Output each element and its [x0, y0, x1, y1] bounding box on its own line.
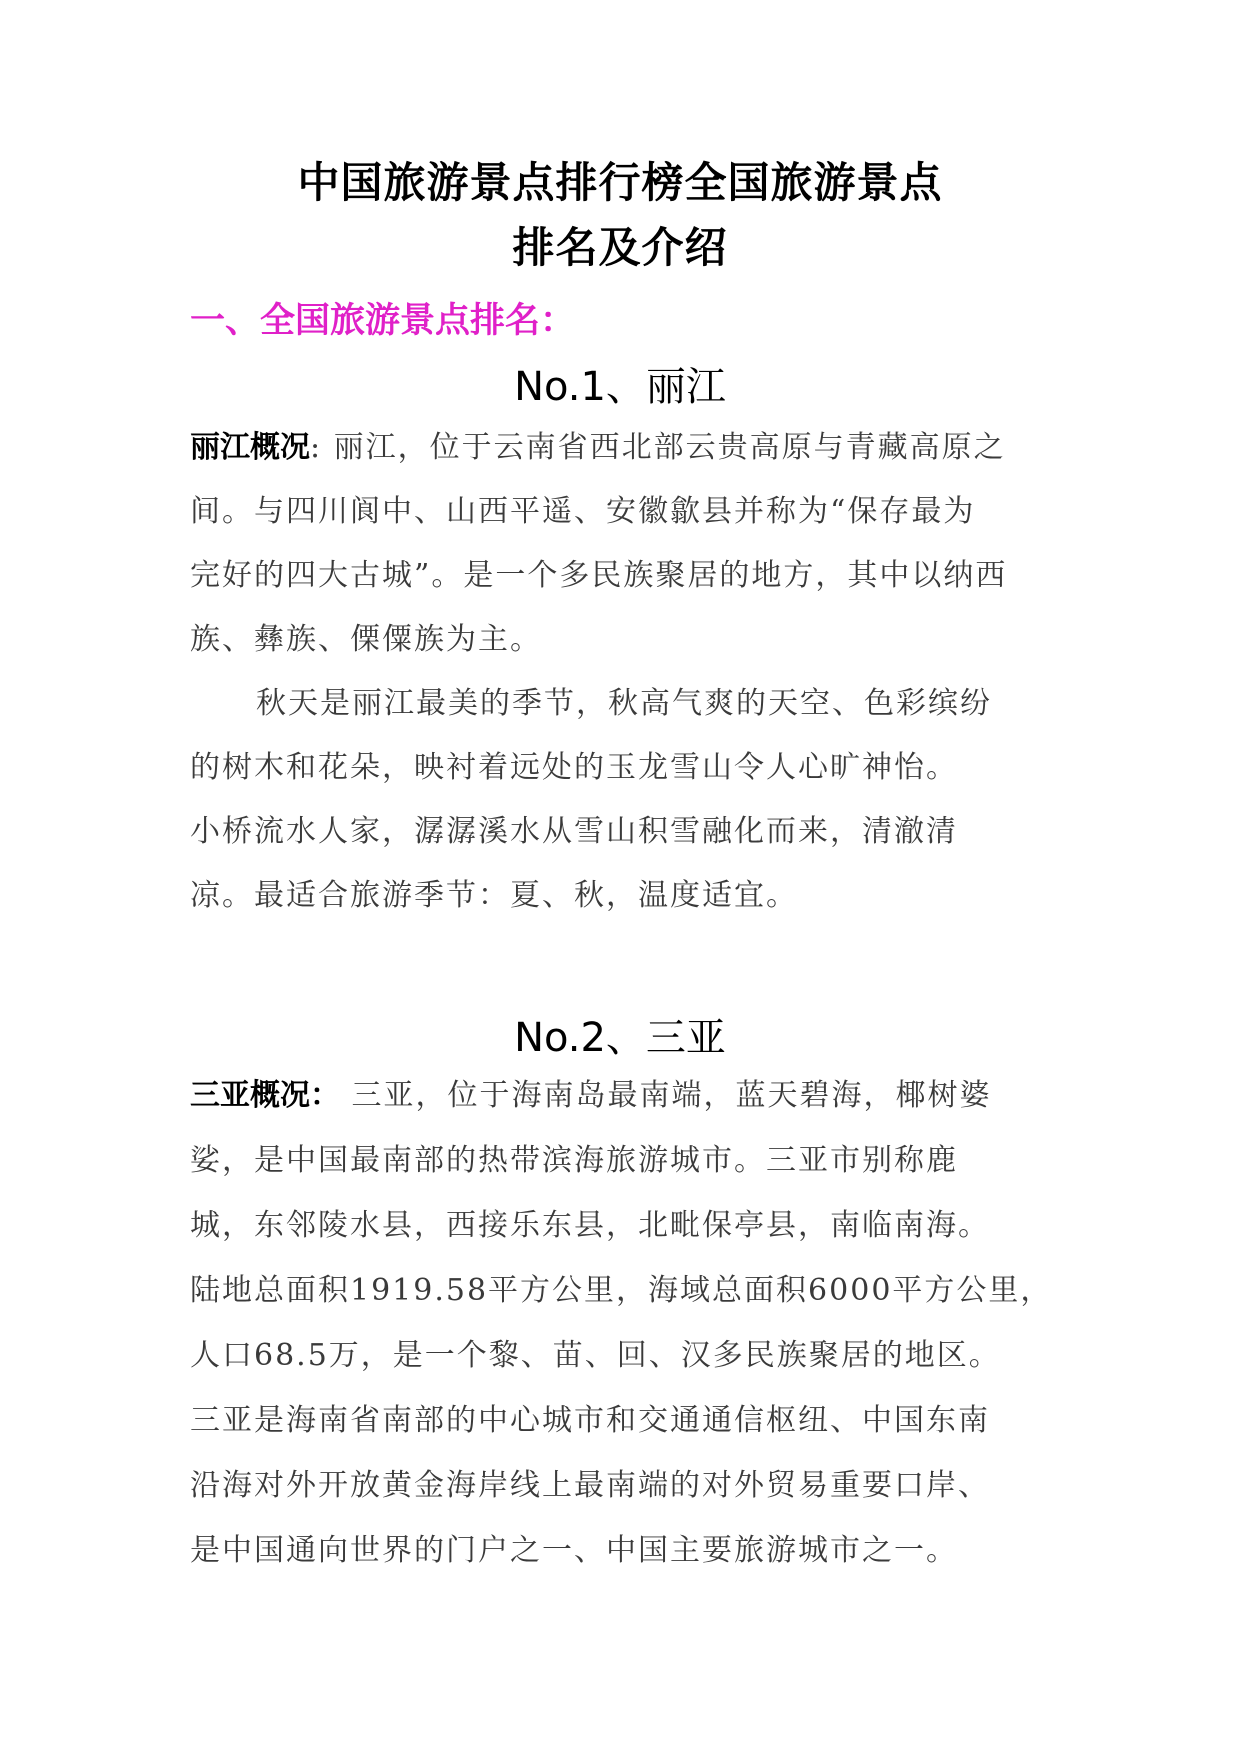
- spot-heading-lijiang: No.1、丽江: [514, 364, 726, 410]
- spot-label-sanya: 三亚概况：: [190, 1078, 340, 1113]
- spot-paragraph-line: [190, 422, 1006, 466]
- spot-paragraph-line: 是中国通向世界的门户之一、中国主要旅游城市之一。: [190, 1533, 958, 1568]
- spot-paragraph-line: 秋天是丽江最美的季节，秋高气爽的天空、色彩缤纷: [256, 686, 992, 721]
- spot-paragraph-line: 三亚是海南省南部的中心城市和交通通信枢纽、中国东南: [190, 1403, 990, 1438]
- spot-paragraph-line: 凉。最适合旅游季节：夏、秋，温度适宜。: [190, 878, 798, 913]
- spot-paragraph-line: 城，东邻陵水县，西接乐东县，北毗保亭县，南临南海。: [190, 1208, 990, 1243]
- spot-paragraph-line: 陆地总面积1919.58平方公里，海域总面积6000平方公里，: [190, 1273, 1053, 1308]
- spot-paragraph-line: 的树木和花朵，映衬着远处的玉龙雪山令人心旷神怡。: [190, 750, 958, 785]
- spot-paragraph-line: 间。与四川阆中、山西平遥、安徽歙县并称为“保存最为: [190, 494, 976, 529]
- spot-label-lijiang: 丽江概况: [190, 430, 310, 465]
- spot-text: 三亚，位于海南岛最南端，蓝天碧海，椰树婆: [340, 1078, 992, 1113]
- spot-paragraph-line: 族、彝族、傈僳族为主。: [190, 622, 542, 657]
- spot-paragraph-line: 完好的四大古城”。是一个多民族聚居的地方，其中以纳西: [190, 558, 1008, 593]
- document-title-line-1: 中国旅游景点排行榜全国旅游景点: [297, 158, 943, 207]
- spot-text: : 丽江，位于云南省西北部云贵高原与青藏高原之: [310, 430, 1006, 465]
- spot-heading-sanya: No.2、三亚: [514, 1015, 726, 1061]
- section-heading: 一、全国旅游景点排名：: [190, 301, 576, 341]
- document-title-line-2: 排名及介绍: [512, 223, 728, 272]
- spot-paragraph-line: [190, 1070, 992, 1114]
- spot-paragraph-line: 人口68.5万，是一个黎、苗、回、汉多民族聚居的地区。: [190, 1338, 1001, 1373]
- spot-paragraph-line: 娑，是中国最南部的热带滨海旅游城市。三亚市别称鹿: [190, 1143, 958, 1178]
- spot-paragraph-line: 小桥流水人家，潺潺溪水从雪山积雪融化而来，清澈清: [190, 814, 958, 849]
- spot-paragraph-line: 沿海对外开放黄金海岸线上最南端的对外贸易重要口岸、: [190, 1468, 990, 1503]
